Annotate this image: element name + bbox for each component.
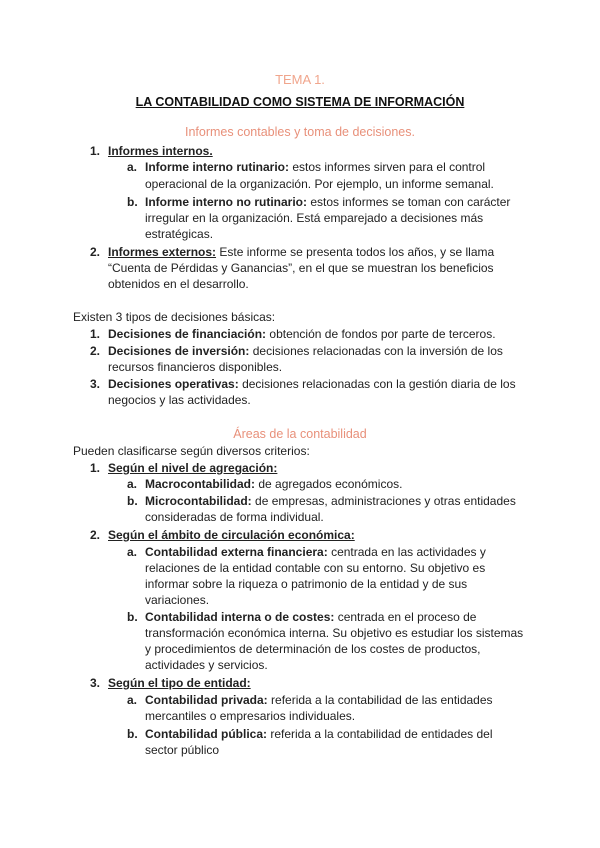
list-item: a.: [127, 693, 138, 707]
item-text-line: actividades y servicios.: [145, 658, 268, 672]
item-text: Microcontabilidad: de empresas, administraciones y otras entidades: [145, 494, 516, 508]
item-text: Contabilidad externa financiera: centrada en las actividades y: [145, 545, 486, 559]
item-label: Contabilidad pública:: [145, 727, 267, 741]
item-label: Informe interno rutinario:: [145, 160, 289, 174]
item-label: Microcontabilidad:: [145, 494, 252, 508]
tema-heading: TEMA 1.: [275, 72, 325, 87]
list-item: 2.: [90, 245, 101, 259]
list-item: b.: [127, 195, 138, 209]
item-text-line: negocios y las actividades.: [108, 393, 251, 407]
decisions-intro: Existen 3 tipos de decisiones básicas:: [73, 310, 276, 324]
item-text-line: informar sobre la riqueza o patrimonio de la entidad y de sus: [145, 577, 468, 591]
item-text: Informe interno no rutinario: estos informes se toman con carácter: [145, 195, 511, 209]
list-item: 1.: [90, 327, 101, 341]
item-text-line: variaciones.: [145, 593, 210, 607]
list-item: 1. Informes internos.: [90, 144, 213, 158]
section-title-informes: Informes contables y toma de decisiones.: [185, 125, 415, 139]
list-item: b.: [127, 610, 138, 624]
item-text: Macrocontabilidad: de agregados económicos.: [145, 477, 403, 491]
item-text: Decisiones operativas: decisiones relacionadas con la gestión diaria de los: [108, 377, 516, 391]
item-text-line: estratégicas.: [145, 227, 214, 241]
item-text-line: relaciones de la entidad contable con su entorno. Su objetivo es: [145, 561, 486, 575]
item-label: Contabilidad externa financiera:: [145, 545, 328, 559]
item-label: Decisiones operativas:: [108, 377, 239, 391]
list-item: 2.: [90, 344, 101, 358]
item-text-line: recursos financieros disponibles.: [108, 360, 283, 374]
item-text: Contabilidad pública: referida a la contabilidad de entidades del: [145, 727, 493, 741]
item-text-line: transformación económica interna. Su objetivo es estudiar los sistemas: [145, 626, 524, 640]
item-label: Contabilidad interna o de costes:: [145, 610, 335, 624]
item-text: Decisiones de inversión: decisiones relacionadas con la inversión de los: [108, 344, 503, 358]
main-title: LA CONTABILIDAD COMO SISTEMA DE INFORMACIÓN: [135, 95, 465, 109]
item-text-line: sector público: [145, 743, 220, 757]
list-item: 3. Según el tipo de entidad:: [90, 676, 251, 690]
item-label: Informe interno no rutinario:: [145, 195, 307, 209]
item-label: Contabilidad privada:: [145, 693, 268, 707]
areas-intro: Pueden clasificarse según diversos criterios:: [73, 444, 310, 458]
item-label: Informes internos.: [108, 144, 213, 158]
item-label: Decisiones de inversión:: [108, 344, 250, 358]
item-label: Según el nivel de agregación:: [108, 461, 278, 475]
item-label: Macrocontabilidad:: [145, 477, 256, 491]
list-item: 1. Según el nivel de agregación:: [90, 461, 278, 475]
item-text-line: consideradas de forma individual.: [145, 510, 324, 524]
item-text: Informes externos: Este informe se presenta todos los años, y se llama: [108, 245, 495, 259]
item-label: Según el ámbito de circulación económica:: [108, 528, 355, 542]
list-item: b.: [127, 727, 138, 741]
item-text: Contabilidad privada: referida a la contabilidad de las entidades: [145, 693, 493, 707]
item-text-line: obtenidos en el desarrollo.: [108, 277, 249, 291]
item-text-line: mercantiles o empresarios individuales.: [145, 709, 356, 723]
item-label: Decisiones de financiación:: [108, 327, 267, 341]
item-text: Informe interno rutinario: estos informes sirven para el control: [145, 160, 486, 174]
item-text-line: operacional de la organización. Por ejemplo, un informe semanal.: [145, 177, 494, 191]
item-text: Decisiones de financiación: obtención de fondos por parte de terceros.: [108, 327, 496, 341]
list-item: 3.: [90, 377, 101, 391]
list-item: a.: [127, 160, 138, 174]
list-item: a.: [127, 545, 138, 559]
item-text: Contabilidad interna o de costes: centrada en el proceso de: [145, 610, 477, 624]
section-title-areas: Áreas de la contabilidad: [233, 427, 367, 441]
list-item: b.: [127, 494, 138, 508]
item-text-line: irregular en la organización. Está emparejado a decisiones más: [145, 211, 484, 225]
list-item: a.: [127, 477, 138, 491]
item-label: Según el tipo de entidad:: [108, 676, 251, 690]
item-text-line: “Cuenta de Pérdidas y Ganancias”, en el que se muestran los beneficios: [108, 261, 494, 275]
list-item: 2. Según el ámbito de circulación económica:: [90, 528, 355, 542]
item-label: Informes externos:: [108, 245, 217, 259]
item-text-line: y procedimientos de determinación de los costes de productos,: [145, 642, 481, 656]
